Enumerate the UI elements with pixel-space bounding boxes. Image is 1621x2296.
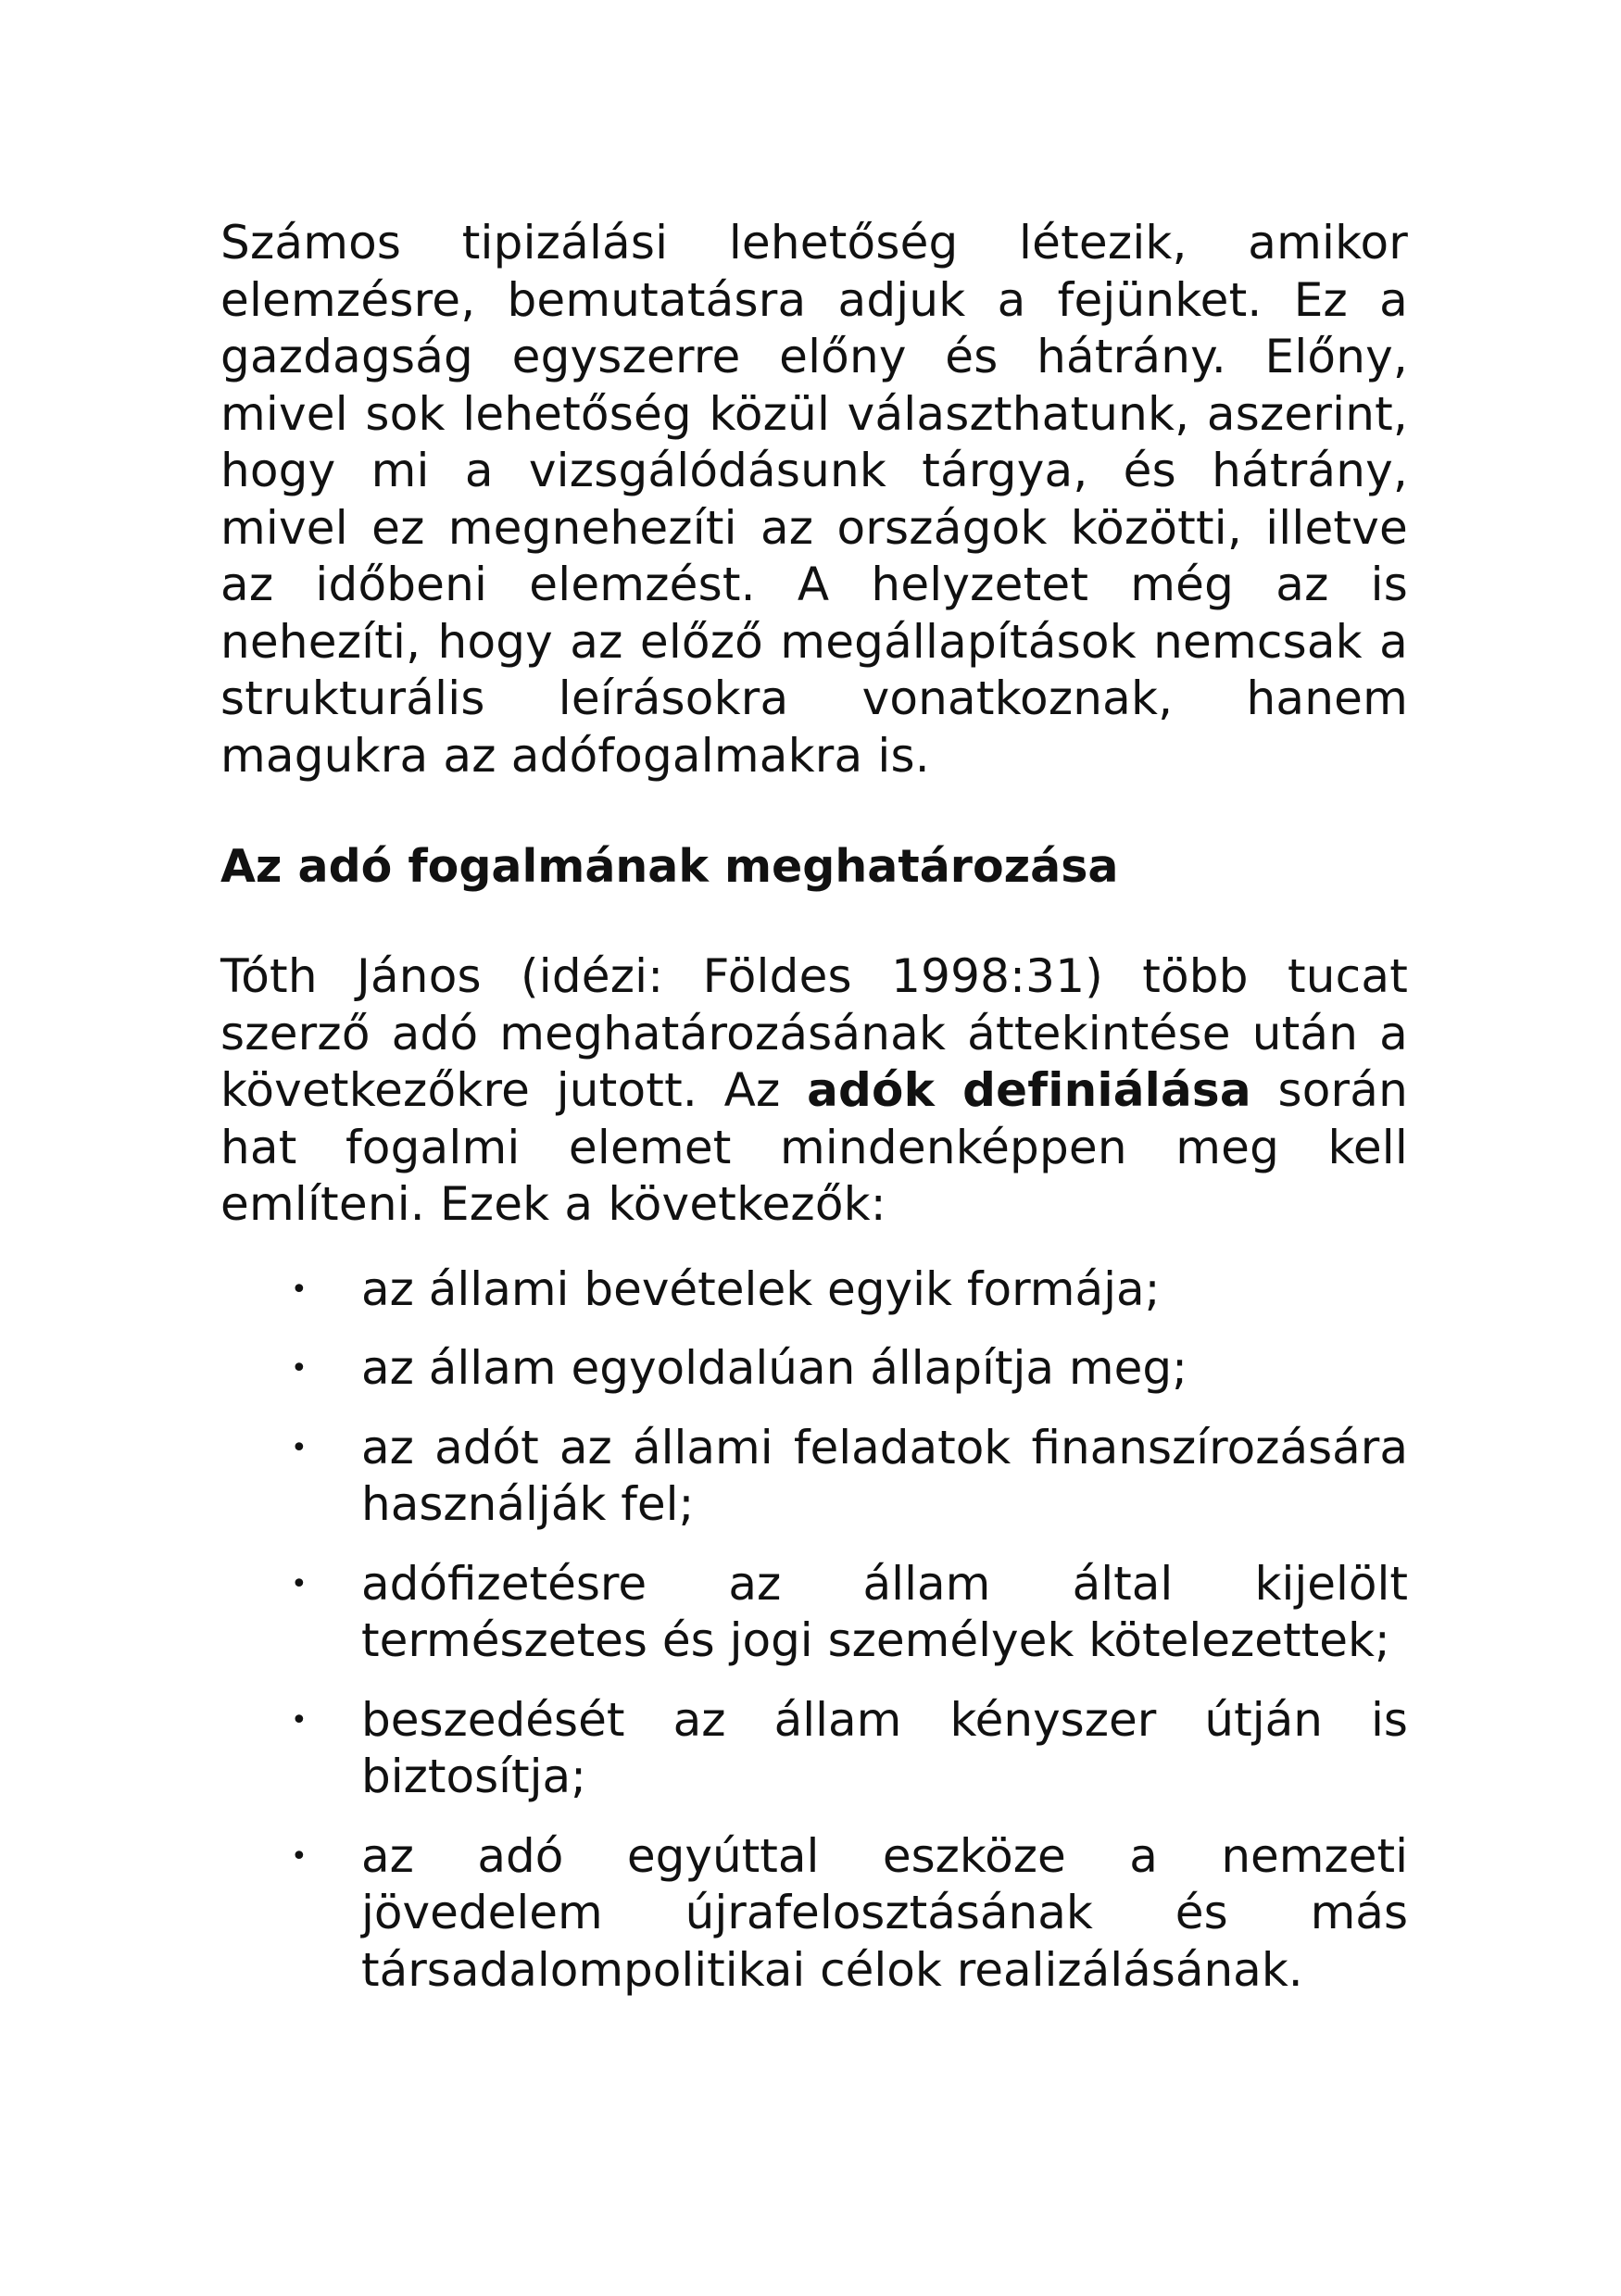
list-item (220, 1340, 1408, 1398)
list-item-text: az állami bevételek egyik formája; (361, 1261, 1161, 1316)
list-item (220, 1556, 1408, 1670)
definition-text-end: során hat fogalmi elemet mindenképpen meg kell említeni. Ezek a következők: (220, 1063, 1408, 1231)
bullet-icon: • (291, 1839, 308, 1873)
document-page (220, 215, 1408, 2021)
definition-paragraph (220, 948, 1408, 1234)
bullet-icon: • (291, 1703, 308, 1737)
list-item (220, 1692, 1408, 1806)
definition-bold-term: adók definiálása (807, 1063, 1251, 1117)
bullet-icon: • (291, 1352, 308, 1385)
list-item (220, 1420, 1408, 1534)
definition-text-start: Tóth János (idézi: Földes 1998:31) több tucat szerző adó meghatározásának áttekintése után a következőkre jutott. Az (220, 949, 1408, 1117)
intro-paragraph: Számos tipizálási lehetőség létezik, amikor elemzésre, bemutatásra adjuk a fejünket. Ez a gazdagság egyszerre előny és hátrány. Előny, mivel sok lehetőség közül választhatunk, aszerint, hogy mi a vizsgálódásunk tárgya, és hátrány, mivel ez megnehezíti az országok közötti, illetve az időbeni elemzést. A helyzetet még az is nehezíti, hogy az előző megállapítások nemcsak a strukturális leírásokra vonatkoznak, hanem magukra az adófogalmakra is. (220, 216, 1408, 783)
list-item-text: az adót az állami feladatok finanszírozására használják fel; (361, 1420, 1408, 1531)
list-item (220, 1828, 1408, 2000)
list-item-text: az adó egyúttal eszköze a nemzeti jövedelem újrafelosztásának és más társadalompolitikai célok realizálásának. (361, 1828, 1408, 1997)
section-heading: Az adó fogalmának meghatározása (220, 840, 1119, 893)
list-item-text: adófizetésre az állam által kijelölt természetes és jogi személyek kötelezettek; (361, 1556, 1408, 1667)
list-item (220, 1261, 1408, 1319)
bullet-icon: • (291, 1273, 308, 1306)
list-item-text: az állam egyoldalúan állapítja meg; (361, 1341, 1187, 1395)
list-item-text: beszedését az állam kényszer útján is biztosítja; (361, 1692, 1408, 1803)
bullet-icon: • (291, 1567, 308, 1600)
bullet-icon: • (291, 1431, 308, 1464)
tax-elements-list (220, 1261, 1408, 2000)
